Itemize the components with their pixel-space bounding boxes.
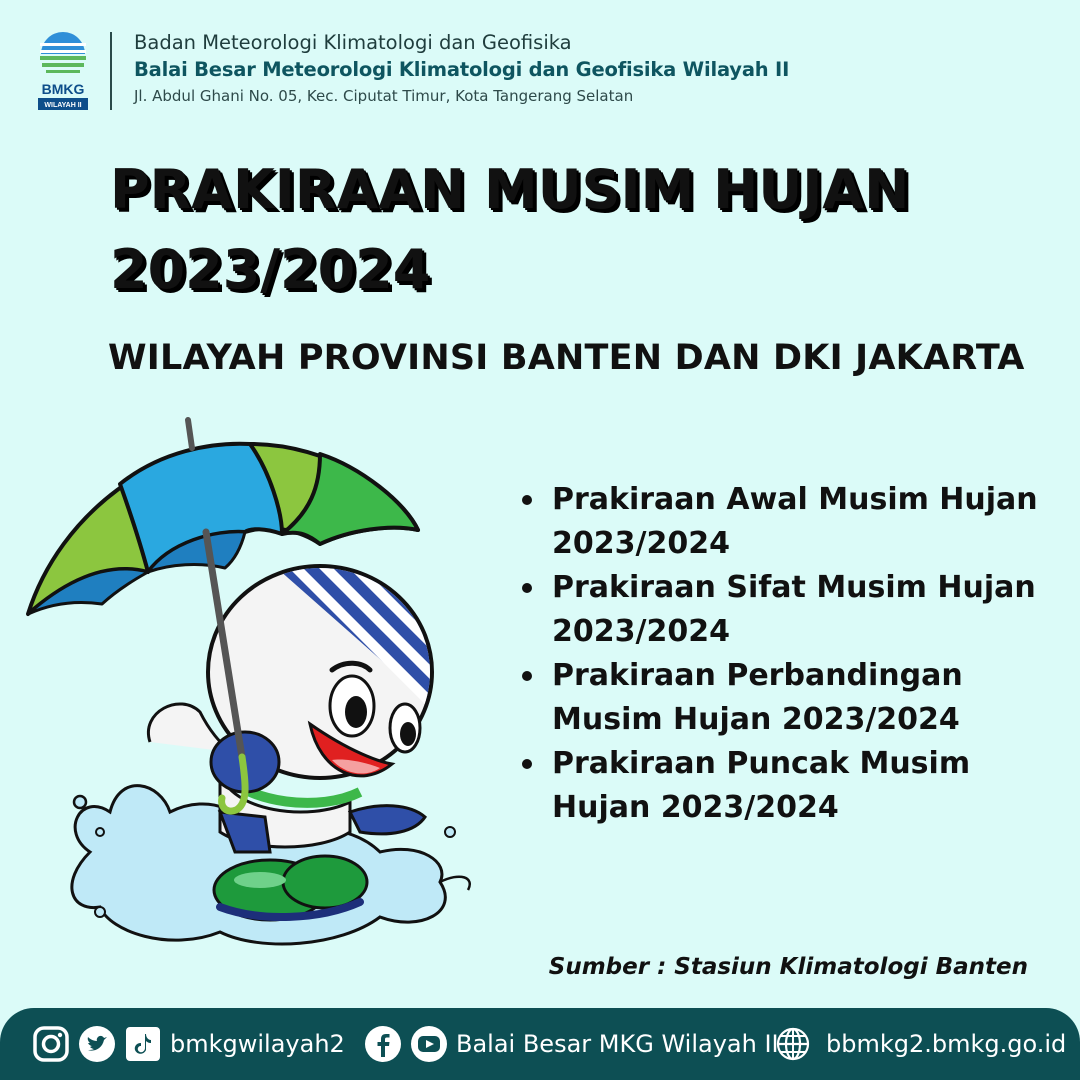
- list-item: Prakiraan Sifat Musim Hujan 2023/2024: [518, 566, 1058, 654]
- instagram-icon[interactable]: [32, 1025, 70, 1063]
- org-name: Badan Meteorologi Klimatologi dan Geofisika: [134, 31, 572, 54]
- title-line-1: PRAKIRAAN MUSIM HUJAN: [110, 158, 910, 221]
- list-item: Prakiraan Perbandingan Musim Hujan 2023/2024: [518, 654, 1058, 742]
- org-sub-name: Balai Besar Meteorologi Klimatologi dan Geofisika Wilayah II: [134, 58, 790, 81]
- website-link[interactable]: bbmkg2.bmkg.go.id: [826, 1030, 1067, 1058]
- forecast-list: [518, 478, 1058, 830]
- youtube-icon[interactable]: [410, 1025, 448, 1063]
- tiktok-icon[interactable]: [124, 1025, 162, 1063]
- social-handle-group: [32, 1008, 345, 1080]
- page-name[interactable]: Balai Besar MKG Wilayah II: [456, 1030, 779, 1058]
- list-item: Prakiraan Puncak Musim Hujan 2023/2024: [518, 742, 1058, 830]
- social-handle[interactable]: bmkgwilayah2: [170, 1030, 345, 1058]
- organization-info: [134, 30, 854, 108]
- website-group: [774, 1008, 1066, 1080]
- header-divider: [110, 32, 112, 110]
- footer: [0, 1008, 1080, 1080]
- source-credit: Sumber : Stasiun Klimatologi Banten: [548, 954, 1028, 980]
- list-item: Prakiraan Awal Musim Hujan 2023/2024: [518, 478, 1058, 566]
- twitter-icon[interactable]: [78, 1025, 116, 1063]
- title-line-2: 2023/2024: [110, 238, 431, 301]
- bmkg-logo: [36, 28, 90, 114]
- globe-icon: [774, 1025, 812, 1063]
- svg-text:WILAYAH II: WILAYAH II: [44, 102, 82, 109]
- facebook-icon[interactable]: [364, 1025, 402, 1063]
- page-name-group: [364, 1008, 779, 1080]
- region-subtitle: WILAYAH PROVINSI BANTEN DAN DKI JAKARTA: [108, 338, 1025, 378]
- mascot-umbrella-illustration: [20, 412, 500, 962]
- main-title: [110, 150, 1010, 310]
- svg-text:BMKG: BMKG: [41, 81, 85, 97]
- org-address: Jl. Abdul Ghani No. 05, Kec. Ciputat Timur, Kota Tangerang Selatan: [134, 87, 634, 105]
